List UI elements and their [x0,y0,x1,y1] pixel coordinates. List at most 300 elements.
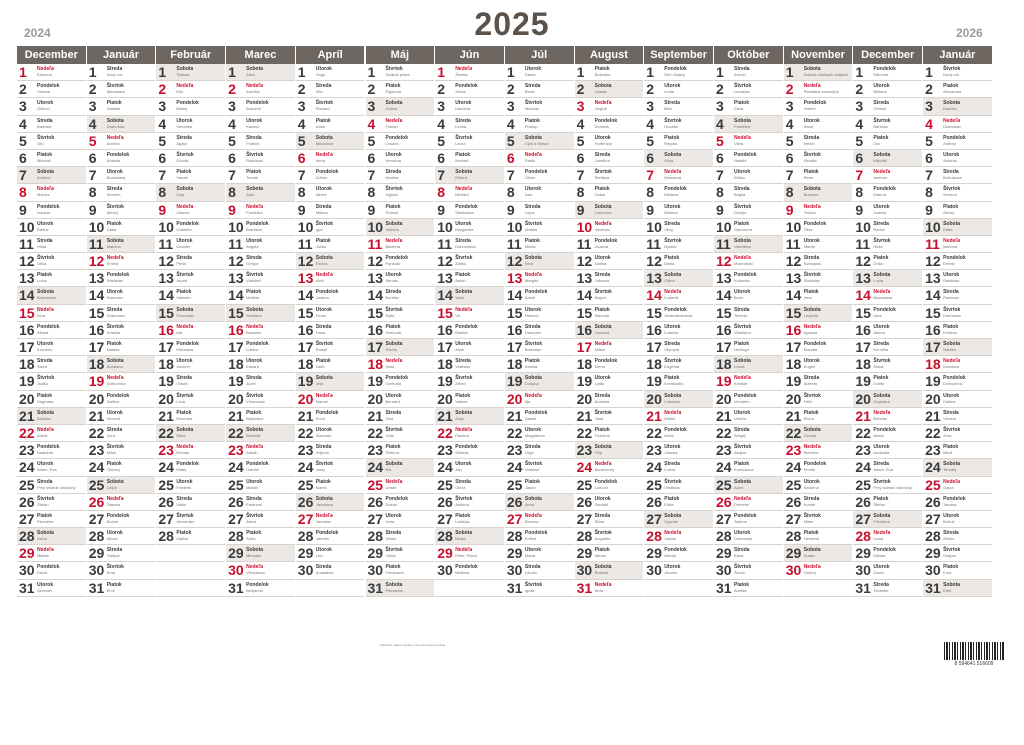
year-title: 2025 [474,6,550,42]
day-number: 1 [785,64,794,80]
weekday-name: Nedeľa [803,83,821,90]
day-number: 25 [716,476,732,493]
day-number: 8 [785,184,794,201]
name-day: Cyril a Metod [524,140,549,146]
name-day: Miroslava [315,140,333,146]
day-cell [366,545,435,562]
name-day: Kornélia [37,347,52,352]
name-day: Servác [385,278,398,284]
day-cell [853,545,922,562]
weekday-name: Sobota [176,66,194,72]
day-number: 16 [297,321,314,338]
weekday-name: Sobota [594,323,612,330]
day-cell [366,287,435,304]
name-day: Tichomír [594,432,611,438]
day-cell [923,322,992,339]
name-day: Vladislav [664,484,681,490]
name-day: Klement [803,450,819,456]
name-day: Viliam [385,536,397,542]
day-number: 6 [576,149,585,166]
day-number: 5 [716,132,724,149]
weekday-name: Nedeľa [803,203,821,210]
day-cell [575,236,644,253]
name-day: Silvia [594,518,605,524]
name-day: Marcela [594,312,609,318]
weekday-name: Nedeľa [37,306,54,313]
weekday-name: Štvrtok [455,495,473,502]
name-day: Mojmír [594,295,607,301]
weekday-name: Nedeľa [246,83,264,90]
day-cell [17,116,86,133]
name-day: Ambróz [873,175,888,181]
weekday-name: Sobota [37,169,54,176]
name-day: Perla [176,261,186,267]
day-cell [87,133,156,150]
day-cell [226,98,295,115]
day-number: 22 [576,424,593,441]
name-day: Jerguš [594,106,607,112]
day-number: 29 [19,545,35,562]
name-day: Klára [734,553,744,559]
day-cell [87,150,156,167]
day-cell [505,64,574,81]
day-cell [87,253,156,270]
day-cell [17,459,86,476]
name-day: Albert [315,192,327,198]
weekday-name: Nedeľa [664,409,682,416]
day-cell [923,356,992,373]
day-number: 20 [88,390,105,407]
weekday-name: Piatok [873,375,889,382]
day-cell [853,253,922,270]
weekday-name: Streda [524,203,541,210]
day-number: 7 [297,167,306,184]
name-day: Bohuš [106,518,119,524]
weekday-name: Streda [385,409,402,416]
day-number: 30 [506,562,523,579]
day-number: 13 [228,270,244,287]
weekday-name: Utorok [385,151,402,158]
weekday-name: Piatok [37,151,53,158]
day-cell [87,81,156,98]
day-number: 30 [855,562,871,579]
day-cell [366,322,435,339]
day-number: 1 [716,64,724,80]
name-day: Nina [524,261,534,267]
day-number: 27 [785,510,802,527]
weekday-name: Piatok [524,237,540,244]
day-number: 31 [19,579,35,596]
day-cell [435,81,504,98]
day-cell [714,373,783,390]
day-number: 11 [716,235,731,252]
day-number: 15 [785,304,802,321]
day-cell [644,459,713,476]
weekday-name: Piatok [734,220,750,227]
weekday-name: Utorok [315,66,332,72]
weekday-name: Utorok [37,341,54,347]
day-cell [296,184,365,201]
name-day: Florián [385,123,398,129]
name-day: Bonifác [385,295,399,301]
day-cell [923,202,992,219]
day-cell [156,253,225,270]
day-number: 16 [367,321,384,338]
day-number: 26 [297,493,314,510]
name-day: Adam, Eva [37,467,57,473]
weekday-name: Nedeľa [803,564,821,571]
weekday-name: Pondelok [455,444,478,451]
day-cell [156,64,225,81]
weekday-name: Pondelok [873,547,896,554]
day-cell [17,408,86,425]
name-day: Leopold [803,312,818,318]
weekday-name: Utorok [524,547,542,554]
day-cell [366,459,435,476]
day-cell [17,253,86,270]
weekday-name: Nedeľa [385,478,403,485]
day-cell [296,459,365,476]
weekday-name: Pondelok [315,409,339,416]
name-day: Kristián [734,381,748,387]
day-number: 21 [855,407,871,424]
day-number: 28 [158,528,174,545]
day-cell [17,339,86,356]
weekday-name: Sobota [106,478,124,485]
day-cell [784,305,853,322]
day-number: 27 [367,510,384,527]
weekday-name: Nedeľa [664,169,682,176]
day-number: 6 [228,149,236,166]
name-day: Dobroslava [455,243,476,249]
day-cell [644,236,713,253]
name-day: Šimon [734,570,746,576]
name-day: Arpád [176,278,188,284]
name-day: Branislava [873,295,893,301]
name-day: Edmund [873,72,889,77]
name-day: Oľga [524,450,534,456]
weekday-name: Pondelok [246,581,269,588]
weekday-name: Utorok [176,358,193,365]
month-header: Jún [435,46,504,64]
name-day: Milada [37,553,49,559]
day-cell [714,408,783,425]
name-day: Brigita [734,192,746,198]
day-number: 4 [158,115,167,132]
month-header: Február [156,46,225,64]
day-cell [853,391,922,408]
day-number: 7 [506,167,515,184]
day-number: 28 [576,528,593,545]
name-day: Gejza [943,484,954,490]
day-cell [575,167,644,184]
day-cell [923,167,992,184]
day-cell [435,562,504,579]
day-number: 6 [158,149,167,166]
day-number: 10 [785,218,802,235]
day-number: 30 [925,562,941,579]
weekday-name: Štvrtok [176,512,194,519]
name-day: Filoména [37,518,54,524]
weekday-name: Streda [246,375,262,382]
weekday-name: Streda [37,117,53,124]
month-header: September [644,46,713,64]
name-day: Valéria [455,398,468,404]
day-cell [156,116,225,133]
weekday-name: Nedeľa [106,495,124,502]
day-number: 11 [228,235,243,252]
day-cell [575,477,644,494]
day-cell [923,511,992,528]
name-day: Bohdana [106,364,123,370]
day-cell [923,253,992,270]
name-day: Margita [524,278,539,284]
name-day: Ivica [37,312,46,318]
day-number: 10 [576,218,593,235]
day-number: 3 [437,98,445,115]
weekday-name: Štvrtok [734,444,752,451]
name-day: Dionýz [734,209,747,215]
name-day: Alfréd [455,381,466,387]
name-day: Vavrinec [594,226,610,232]
weekday-name: Piatok [246,409,262,416]
day-number: 12 [158,253,174,270]
name-day: Alfonz [106,536,118,542]
name-day: Lesana [385,140,399,146]
day-cell [156,287,225,304]
name-day: Vlastimil [246,278,261,284]
day-cell [714,219,783,236]
name-day: Dáša [943,226,953,232]
name-day: Nataša [943,347,956,352]
weekday-name: Utorok [734,530,751,537]
day-number: 16 [855,321,871,338]
weekday-name: Nedeľa [594,581,612,588]
day-number: 8 [437,184,445,201]
name-day: Nový rok [106,72,123,77]
name-day: Blažena [385,243,400,249]
day-number: 11 [88,235,104,252]
name-day: Ľudovít [594,484,608,490]
weekday-name: Utorok [943,512,960,519]
month-column [714,46,784,597]
day-number: 21 [576,407,593,424]
day-number: 20 [646,390,662,407]
day-cell [156,305,225,322]
day-number: 26 [785,493,802,510]
day-number: 14 [367,287,384,304]
day-cell [923,287,992,304]
weekday-name: Sobota [873,272,891,279]
name-day: Regína [664,140,678,146]
day-number: 31 [88,579,105,596]
day-cell [296,202,365,219]
day-cell [17,219,86,236]
day-number: 2 [506,81,515,98]
day-cell [784,356,853,373]
day-number: 16 [19,321,35,338]
day-number: 18 [367,356,384,373]
weekday-name: Piatok [803,530,819,537]
name-day: Kornel [803,501,816,507]
day-number: 1 [576,64,585,80]
name-day: Sviatok práce [385,72,410,77]
weekday-name: Nedeľa [524,151,542,158]
day-cell [505,442,574,459]
name-day: Sláva [873,364,884,370]
day-number: 24 [367,459,384,476]
day-number: 10 [88,218,105,235]
weekday-name: Pondelok [594,117,618,124]
weekday-name: Pondelok [106,512,130,519]
name-day: Levoslav [734,89,750,95]
weekday-name: Streda [943,530,959,537]
name-day: Zdenko [176,209,190,215]
name-day: Alojzia [734,450,746,456]
name-day: Bohuslava [106,175,126,181]
weekday-name: Sobota [385,100,403,107]
name-day: Dušan [385,501,398,507]
day-cell [156,477,225,494]
day-cell [17,202,86,219]
name-day: Etela [176,432,186,438]
day-cell [296,562,365,579]
weekday-name: Piatok [803,409,819,416]
day-number: 19 [158,373,174,390]
day-number: 13 [437,270,453,287]
day-number: 25 [367,476,384,493]
weekday-name: Pondelok [873,306,896,313]
day-cell [366,562,435,579]
name-day: Lukáš [734,364,745,370]
day-number: 2 [646,81,655,98]
name-day: Karol [803,123,814,129]
day-cell [714,116,783,133]
day-cell [575,150,644,167]
name-day: Patrik [524,157,536,163]
day-number: 27 [228,510,244,527]
weekday-name: Streda [455,478,471,485]
day-cell [366,425,435,442]
day-cell [435,494,504,511]
day-number: 5 [158,132,167,149]
day-cell [714,236,783,253]
weekday-name: Sobota [803,426,821,433]
day-cell [505,81,574,98]
day-number: 31 [367,579,384,596]
day-number: 2 [925,81,933,98]
day-number: 1 [855,64,864,80]
day-cell [644,116,713,133]
weekday-name: Sobota [803,547,821,554]
name-day: Ferdinand [385,570,404,576]
day-cell [296,64,365,81]
day-cell [575,545,644,562]
weekday-name: Nedeľa [873,289,891,296]
weekday-name: Streda [734,547,750,554]
name-day: Barbora [873,123,888,129]
day-number: 23 [925,442,941,459]
weekday-name: Streda [664,461,680,468]
day-cell [644,219,713,236]
day-number: 18 [855,356,871,373]
name-day: Sedembolestná [664,312,693,318]
day-number: 17 [925,339,941,355]
day-number: 17 [576,339,593,355]
name-day: Sabína [734,518,747,524]
day-number: 29 [88,545,105,562]
day-cell [575,494,644,511]
day-number: 24 [785,459,802,476]
weekday-name: Streda [803,255,820,262]
weekday-name: Štvrtok [315,341,334,347]
day-cell [226,116,295,133]
weekday-name: Nedeľa [594,341,612,347]
day-cell [853,562,922,579]
name-day: Viviána [37,89,51,95]
day-cell [784,133,853,150]
weekday-name: Nedeľa [176,83,194,90]
day-cell [714,305,783,322]
name-day: Lívia [176,398,185,404]
weekday-name: Utorok [734,409,751,416]
day-number: 9 [855,201,864,218]
month-column [87,46,157,597]
day-cell [644,545,713,562]
day-number: 14 [297,287,314,304]
day-cell [17,442,86,459]
day-cell [923,150,992,167]
name-day: Maximilián [734,261,753,267]
day-cell [87,580,156,597]
day-cell [714,494,783,511]
day-cell [226,580,295,597]
name-day: Ľubomíra [594,209,612,215]
day-number: 18 [925,356,941,373]
day-number: 22 [297,424,314,441]
day-number: 25 [437,476,453,493]
day-number: 13 [158,270,174,287]
day-number: 20 [506,390,523,407]
day-cell [226,511,295,528]
weekday-name: Pondelok [37,323,60,330]
day-cell [366,528,435,545]
name-day: Vieroslava [246,570,265,576]
weekday-name: Sobota [943,220,961,227]
day-number: 23 [576,442,593,459]
day-cell [226,442,295,459]
name-day: Alfonz [943,536,955,542]
name-day: Angela [246,243,259,249]
day-number: 28 [367,528,384,545]
name-day: Gabriel [246,467,259,473]
name-day: Koloman [734,278,750,284]
month-header: Apríl [296,46,365,64]
name-day: Silvester [873,587,889,593]
day-cell [714,425,783,442]
day-number: 8 [646,184,655,201]
name-day: Ema [106,570,115,576]
month-column [575,46,645,597]
day-number: 19 [855,373,871,390]
day-number: 14 [925,287,941,304]
name-day: Marián [246,484,259,490]
day-number: 24 [855,459,871,476]
name-day: Zdenka [664,450,678,456]
day-cell [784,442,853,459]
day-number: 14 [785,287,802,304]
weekday-name: Sobota [37,289,54,296]
